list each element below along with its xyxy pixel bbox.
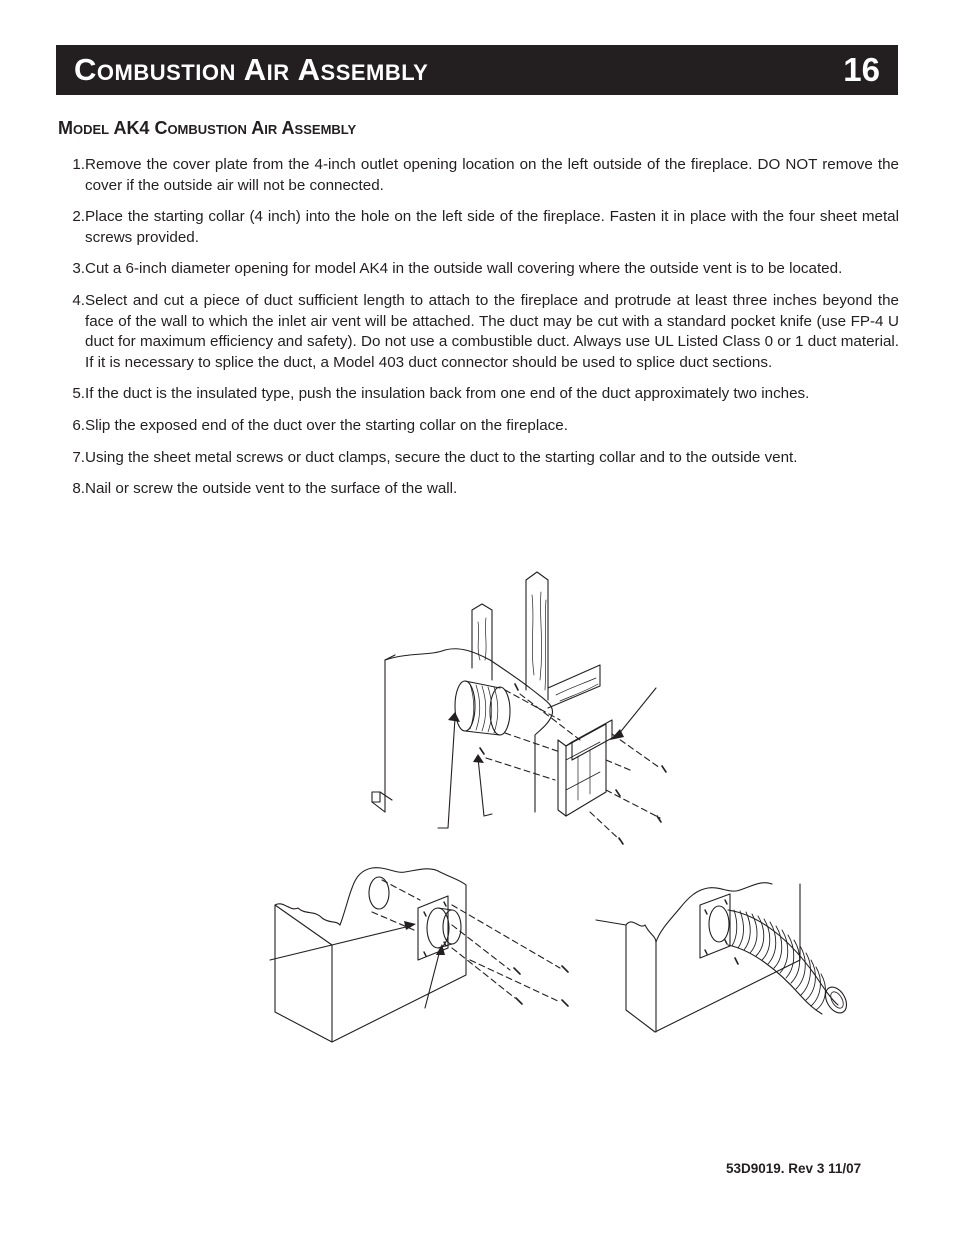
step-number: 7. xyxy=(72,448,85,466)
instruction-list xyxy=(58,155,899,511)
instruction-step xyxy=(58,259,899,280)
page-title: Combustion Air Assembly xyxy=(74,52,429,87)
document-code: 53D9019. Rev 3 11/07 xyxy=(726,1161,862,1176)
step-text: Cut a 6-inch diameter opening for model AK4 in the outside wall covering where the outside vent is to be located. xyxy=(85,260,843,278)
step-number: 6. xyxy=(72,416,85,434)
step-number: 8. xyxy=(72,480,85,498)
lower-left-diagram xyxy=(270,868,568,1042)
instruction-step xyxy=(58,384,899,405)
section-title: Model AK4 Combustion Air Assembly xyxy=(58,118,357,138)
assembly-illustration xyxy=(260,565,880,1045)
upper-wall-diagram xyxy=(372,572,666,844)
instruction-step xyxy=(58,155,899,196)
step-number: 4. xyxy=(72,291,85,309)
step-text: If the duct is the insulated type, push the insulation back from one end of the duct approximately two inches. xyxy=(85,385,810,403)
instruction-step xyxy=(58,291,899,373)
lower-right-diagram xyxy=(596,883,851,1032)
instruction-step xyxy=(58,479,899,500)
page-number: 16 xyxy=(843,51,880,88)
instruction-step xyxy=(58,207,899,248)
step-number: 2. xyxy=(72,208,85,226)
step-text: Select and cut a piece of duct sufficient length to attach to the fireplace and protrude at least three inches beyond the face of the wall to which the inlet air vent will be attached. The duct may be cut with a standard pocket knife (use FP-4 U duct for maximum efficiency and safety). Do not use a combustible duct. Always use UL Listed Class 0 or 1 duct material. If it is necessary to splice the duct, a Model 403 duct connector should be used to splice duct sections. xyxy=(85,291,899,371)
step-text: Remove the cover plate from the 4-inch outlet opening location on the left outside of the fireplace. DO NOT remove the cover if the outside air will not be connected. xyxy=(85,156,899,194)
page-header-bar xyxy=(56,45,898,95)
step-text: Slip the exposed end of the duct over the starting collar on the fireplace. xyxy=(85,416,568,434)
step-text: Nail or screw the outside vent to the surface of the wall. xyxy=(85,480,458,498)
step-number: 5. xyxy=(72,385,85,403)
step-number: 3. xyxy=(72,260,85,278)
instruction-step xyxy=(58,416,899,437)
step-text: Using the sheet metal screws or duct clamps, secure the duct to the starting collar and to the outside vent. xyxy=(85,448,798,466)
instruction-step xyxy=(58,448,899,469)
step-text: Place the starting collar (4 inch) into the hole on the left side of the fireplace. Fasten it in place with the four sheet metal screws provided. xyxy=(85,208,899,246)
step-number: 1. xyxy=(72,156,85,173)
